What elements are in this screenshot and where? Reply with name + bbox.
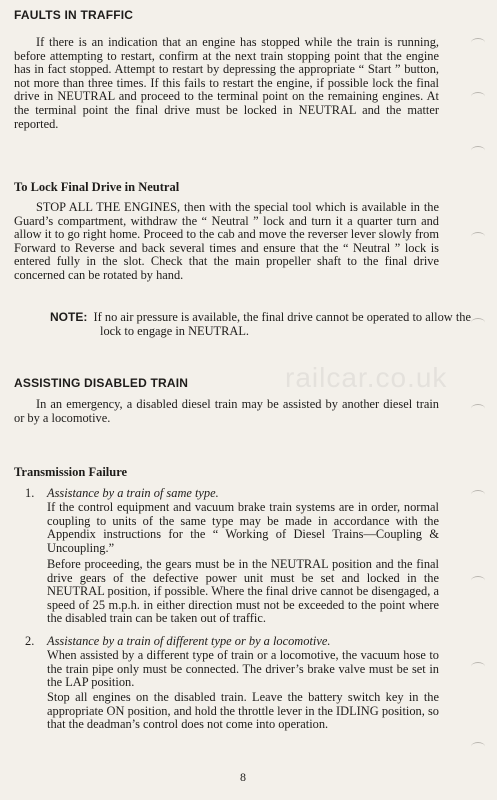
list-item-1-paragraph-2: Before proceeding, the gears must be in the NEUTRAL position and the final drive gears of the defective power unit must be set and locked in the NEUTRAL position, if possible. Where the final drive cannot be disengaged, a speed of 25 m.p.h. in either direction must not be exceeded to the point where the disabled train can be taken out of traffic. (47, 557, 439, 626)
transmission-failure-heading: Transmission Failure (14, 465, 128, 479)
list-item-2-heading: Assistance by a train of different type or by a locomotive. (47, 634, 331, 648)
page-number: 8 (240, 770, 246, 784)
faults-in-traffic-paragraph: If there is an indication that an engine has stopped while the train is running, before attempting to restart, confirm at the next train stopping point that the engine has in fact stopped. Attempt to restart by depressing the appropriate “ Start ” button, not more than three times. If this fails to restart the engine, if possible lock the final drive in NEUTRAL and proceed to the terminal point on the remaining engines. At the terminal point the final drive must be locked in NEUTRAL and the matter reported. (14, 35, 439, 131)
list-item-1-number: 1. (25, 486, 35, 500)
list-item-2-paragraph-2: Stop all engines on the disabled train. Leave the battery switch key in the appropriate ON position, and hold the throttle lever in the IDLING position, so that the deadman’s control does not come into operation. (47, 690, 439, 732)
binding-hole-mark (471, 404, 485, 413)
assisting-disabled-train-heading: ASSISTING DISABLED TRAIN (14, 376, 189, 390)
binding-hole-mark (471, 38, 485, 47)
note-label: NOTE: (50, 310, 88, 324)
faults-in-traffic-heading: FAULTS IN TRAFFIC (14, 8, 134, 22)
binding-hole-mark (471, 662, 485, 671)
binding-hole-mark (471, 232, 485, 241)
binding-hole-mark (471, 318, 485, 327)
watermark-text: railcar.co.uk (285, 362, 448, 393)
binding-hole-mark (471, 576, 485, 585)
lock-final-drive-heading: To Lock Final Drive in Neutral (14, 180, 180, 194)
binding-hole-mark (471, 92, 485, 101)
list-item-1-paragraph-1: If the control equipment and vacuum brake train systems are in order, normal coupling to units of the same type may be made in accordance with the Appendix instructions for the “ Working of Diesel Trains—Coupling & Uncoupling.” (47, 500, 439, 555)
list-item-2-number: 2. (25, 634, 35, 648)
binding-hole-mark (471, 490, 485, 499)
assisting-disabled-train-paragraph: In an emergency, a disabled diesel train may be assisted by another diesel train or by a locomotive. (14, 397, 439, 425)
binding-hole-mark (471, 742, 485, 751)
binding-hole-mark (471, 146, 485, 155)
list-item-1-heading: Assistance by a train of same type. (47, 486, 219, 500)
lock-final-drive-paragraph: STOP ALL THE ENGINES, then with the special tool which is available in the Guard’s compartment, withdraw the “ Neutral ” lock and turn it a quarter turn and allow it to go right home. Proceed to the cab and move the reverser lever slowly from Forward to Reverse and back several times and ensure that the “ Neutral ” lock is entered fully in the slot. Check that the main propeller shaft to the final drive concerned can be rotated by hand. (14, 200, 439, 282)
list-item-2-paragraph-1: When assisted by a different type of train or a locomotive, the vacuum hose to the train pipe only must be connected. The driver’s brake valve must be set in the LAP position. (47, 648, 439, 690)
note-text: If no air pressure is available, the final drive cannot be operated to allow the lock to engage in NEUTRAL. (93, 310, 471, 338)
note-block (50, 311, 490, 338)
